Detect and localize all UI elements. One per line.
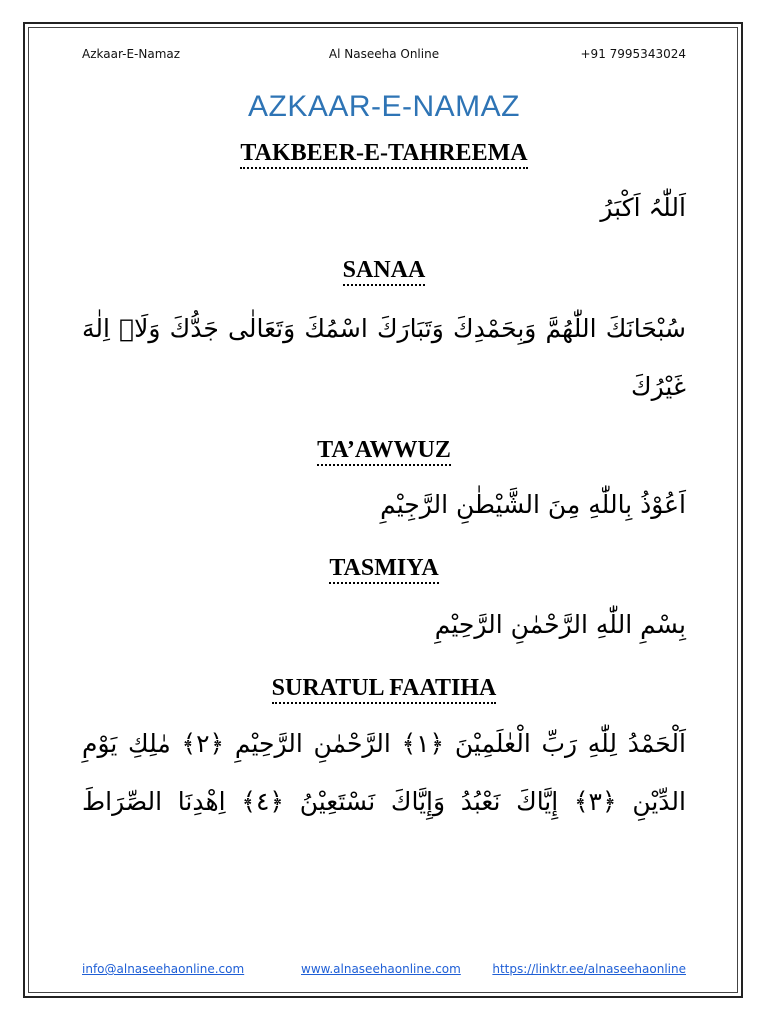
footer-linktree-link[interactable]: https://linktr.ee/alnaseehaonline xyxy=(492,962,686,976)
arabic-faatiha-line-1: اَلْحَمْدُ لِلّٰهِ رَبِّ الْعٰلَمِيْنَ ﴿١﴾ الرَّحْمٰنِ الرَّحِيْمِ ﴿٢﴾ مٰلِكِ يَوْمِ xyxy=(82,729,686,758)
heading-faatiha: SURATUL FAATIHA xyxy=(0,675,768,702)
arabic-faatiha-line-2: الدِّيْنِ ﴿٣﴾ إِيَّاكَ نَعْبُدُ وَإِيَّاكَ نَسْتَعِيْنُ ﴿٤﴾ اِهْدِنَا الصِّرَاطَ xyxy=(82,787,686,816)
header-phone: +91 7995343024 xyxy=(580,47,686,61)
arabic-tasmiya: بِسْمِ اللّٰهِ الرَّحْمٰنِ الرَّحِيْمِ xyxy=(434,610,686,639)
heading-tasmiya: TASMIYA xyxy=(0,555,768,582)
page-title: AZKAAR-E-NAMAZ xyxy=(247,90,521,123)
header-left-text: Azkaar-E-Namaz xyxy=(82,47,181,61)
header-center-text: Al Naseeha Online xyxy=(328,47,440,61)
footer-website-link[interactable]: www.alnaseehaonline.com xyxy=(301,962,461,976)
arabic-sanaa xyxy=(82,300,686,416)
arabic-takbeer: اَللّٰہُ اَکْبَرُ xyxy=(600,193,686,222)
arabic-sanaa-line-2: غَیْرُكَ xyxy=(630,372,686,401)
heading-sanaa: SANAA xyxy=(0,257,768,284)
arabic-taawwuz: اَعُوْذُ بِاللّٰهِ مِنَ الشَّيْطٰنِ الرَّجِيْمِ xyxy=(380,490,686,519)
heading-takbeer: TAKBEER-E-TAHREEMA xyxy=(0,140,768,167)
footer-email-link[interactable]: info@alnaseehaonline.com xyxy=(82,962,245,976)
arabic-faatiha xyxy=(82,715,686,831)
heading-taawwuz: TA’AWWUZ xyxy=(0,437,768,464)
arabic-sanaa-line-1: سُبْحَانَكَ اللّٰهُمَّ وَبِحَمْدِكَ وَتَبَارَكَ اسْمُكَ وَتَعَالٰى جَدُّكَ وَلَاۤ اِلٰهَ xyxy=(82,314,686,343)
